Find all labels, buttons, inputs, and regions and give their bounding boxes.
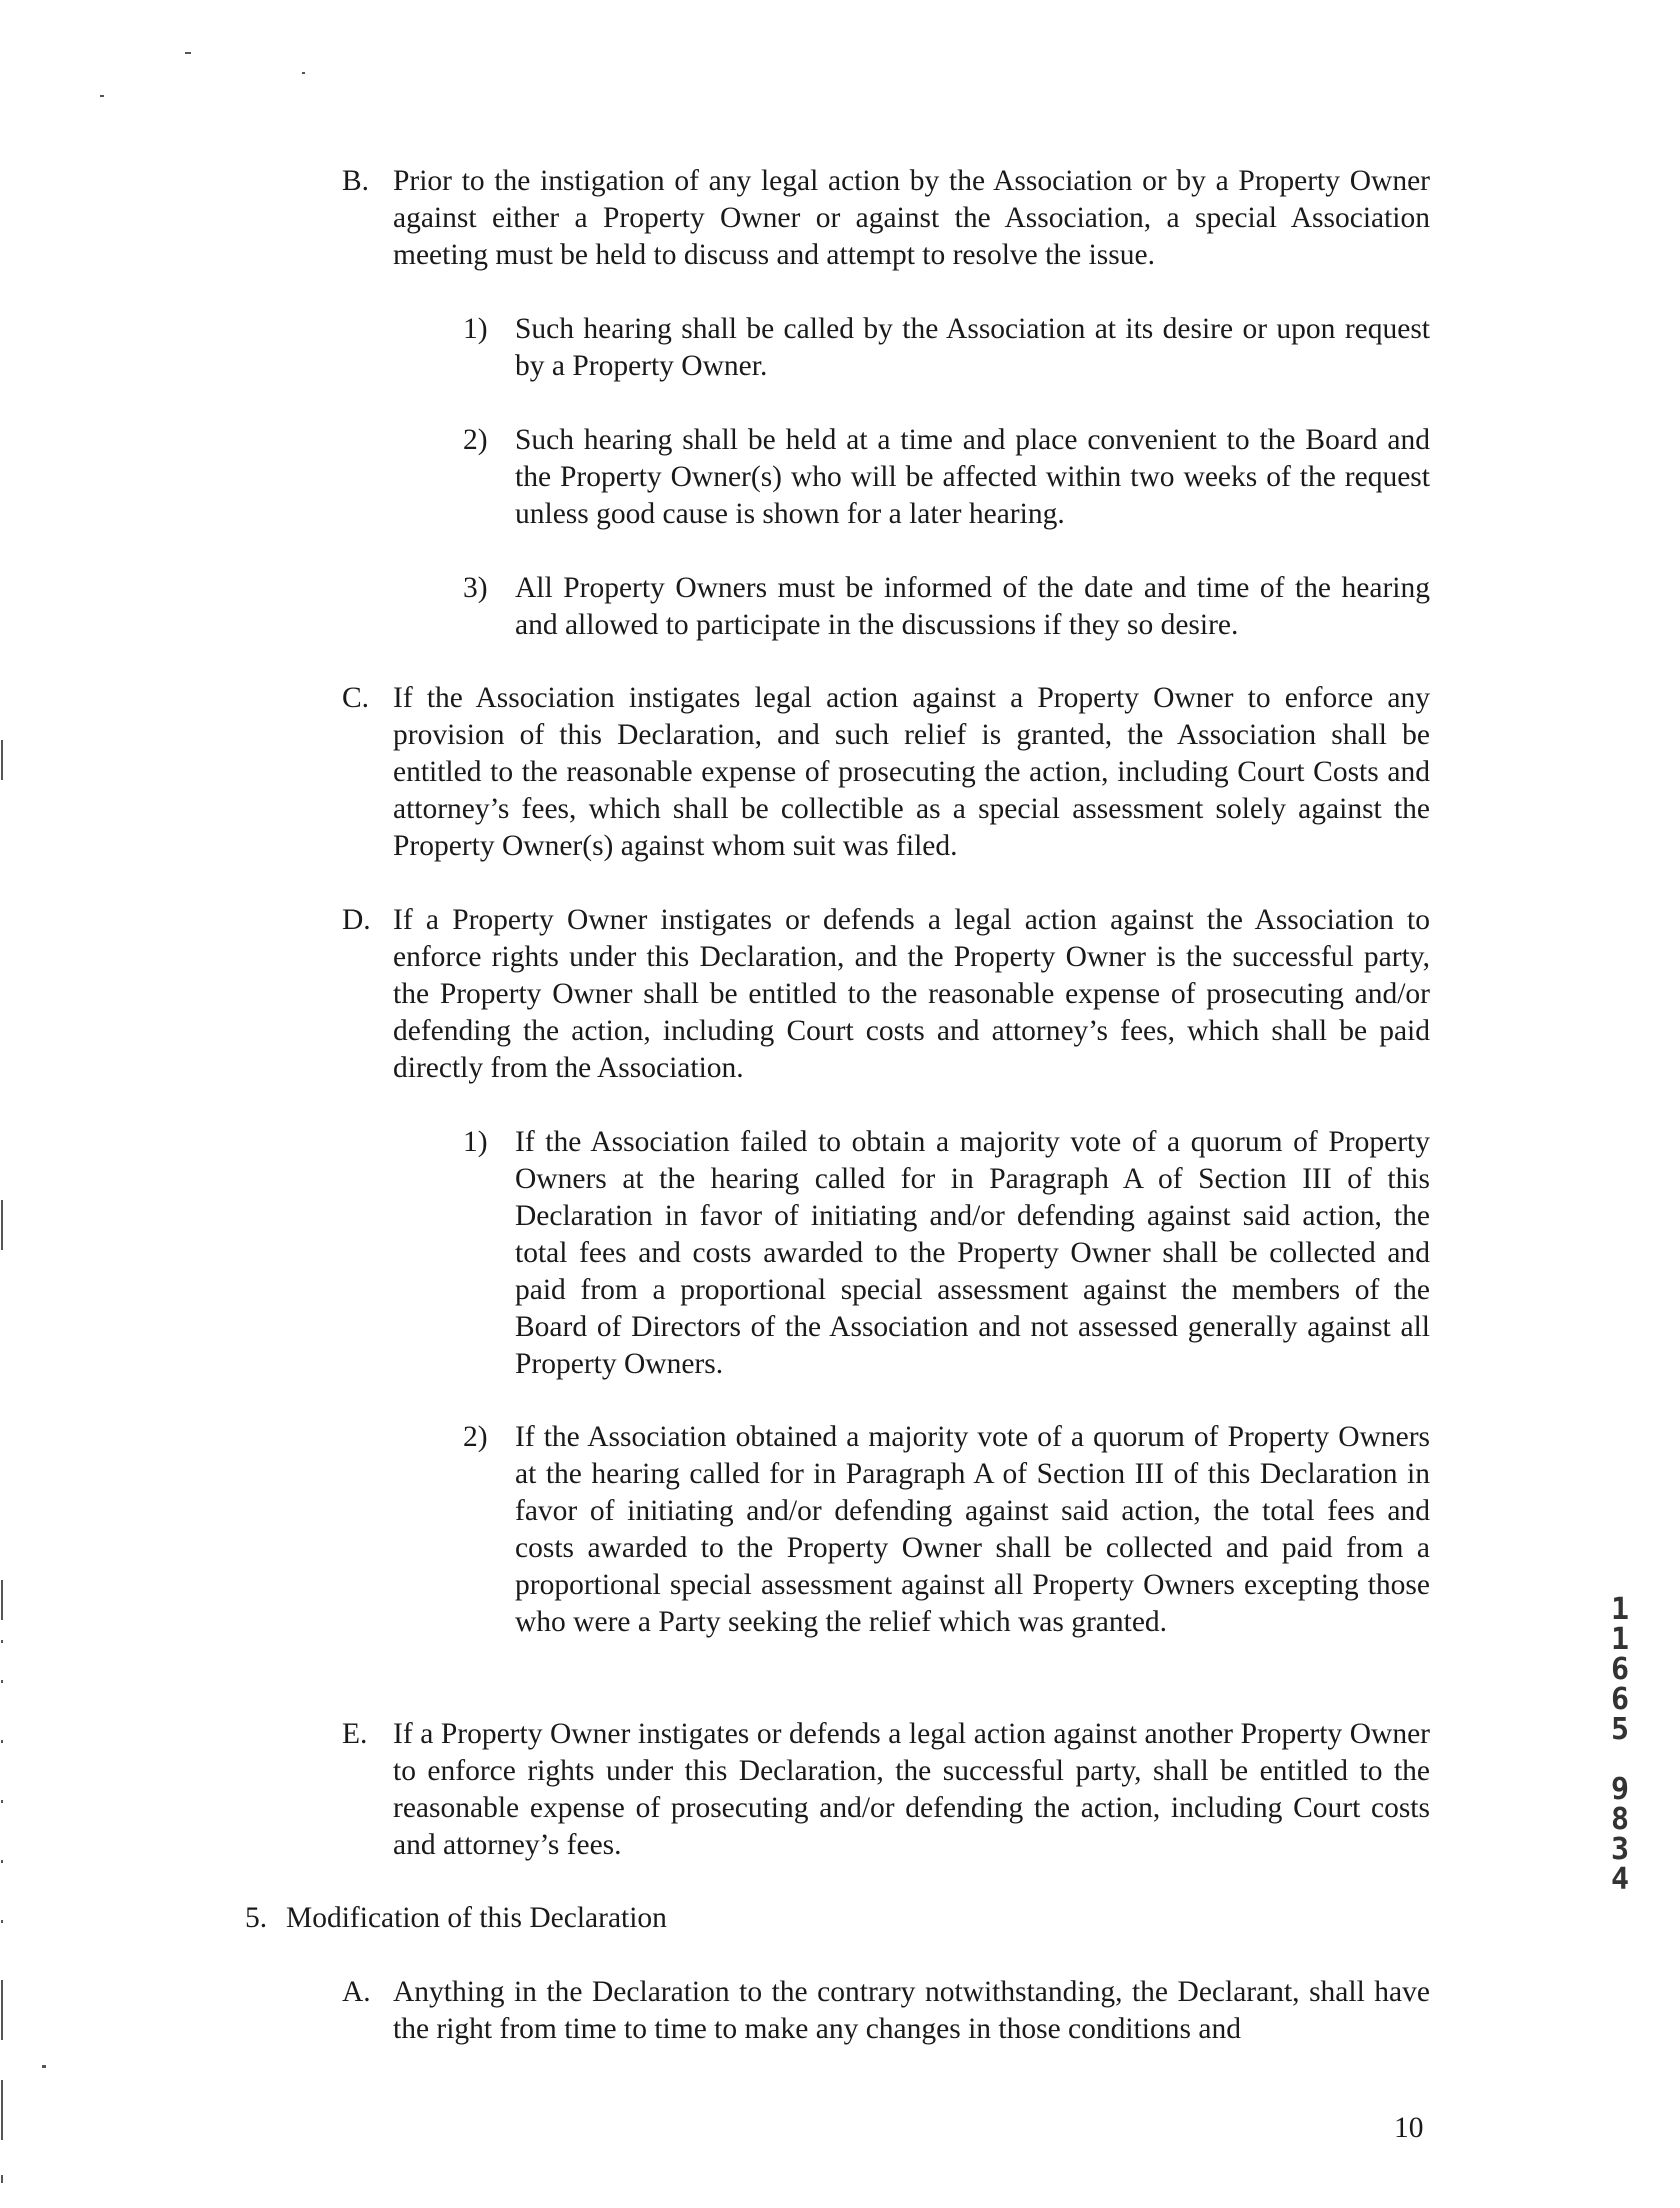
stamp-digit: 9 — [1610, 1772, 1630, 1807]
stamp-gap — [1600, 1745, 1640, 1775]
paragraph-e: If a Property Owner instigates or defends a legal action against another Property Owner to enforce rights under this Declaration, the successful party, shall be entitled to the reasonable expense of prosecuting and/or defending the action, including Court costs and attorney’s fees. — [393, 1718, 1430, 1861]
stamp-digit: 6 — [1610, 1652, 1630, 1687]
scan-speck — [42, 2065, 46, 2068]
scan-edge-mark — [1, 1640, 3, 1643]
list-item-d1: If the Association failed to obtain a majority vote of a quorum of Property Owners at the hearing called for in Paragraph A of Section III of this Declaration in favor of initiating and/or defending against said action, the total fees and costs awarded to the Property Owner shall be collected and paid from a proportional special assessment against the members of the Board of Directors of the Association and not assessed generally against all Property Owners. — [515, 1126, 1430, 1380]
paragraph-label-a: A. — [342, 1976, 371, 2008]
paragraph-c: If the Association instigates legal action against a Property Owner to enforce any provision of this Declaration, and such relief is granted, the Association shall be entitled to the reasonable expense of prosecuting the action, including Court Costs and attorney’s fees, which shall be collectible as a special assessment solely against the Property Owner(s) against whom suit was filed. — [393, 682, 1430, 862]
item-label-d1: 1) — [463, 1126, 488, 1158]
item-label-b3: 3) — [463, 572, 488, 604]
paragraph-label-b: B. — [342, 165, 370, 197]
list-item-d2: If the Association obtained a majority vote of a quorum of Property Owners at the hearing called for in Paragraph A of Section III of this Declaration in favor of initiating and/or defending against said action, the total fees and costs awarded to the Property Owner shall be collected and paid from a proportional special assessment against all Property Owners excepting those who were a Party seeking the relief which was granted. — [515, 1421, 1430, 1638]
paragraph-d: If a Property Owner instigates or defends a legal action against the Association to enforce rights under this Declaration, and the Property Owner is the successful party, the Property Owner shall be entitled to the reasonable expense of prosecuting and/or defending the action, including Court costs and attorney’s fees, which shall be paid directly from the Association. — [393, 904, 1430, 1084]
list-item-b2: Such hearing shall be held at a time and place convenient to the Board and the Property Owner(s) who will be affected within two weeks of the request unless good cause is shown for a later hearing. — [515, 424, 1430, 530]
scan-speck — [100, 95, 104, 97]
section-number-5: 5. — [245, 1902, 268, 1934]
paragraph-a: Anything in the Declaration to the contrary notwithstanding, the Declarant, shall have the right from time to time to make any changes in those conditions and — [393, 1976, 1430, 2045]
scan-edge-mark — [1, 1860, 3, 1863]
scan-edge-mark — [1, 1980, 3, 2040]
scan-edge-mark — [1, 2175, 3, 2183]
recording-stamp — [1600, 1592, 1640, 1897]
paragraph-label-c: C. — [342, 682, 370, 714]
paragraph-label-d: D. — [342, 904, 371, 936]
stamp-digit: 8 — [1610, 1802, 1630, 1837]
stamp-digit: 4 — [1610, 1862, 1630, 1897]
list-item-b1: Such hearing shall be called by the Association at its desire or upon request by a Property Owner. — [515, 313, 1430, 382]
stamp-digit: 1 — [1610, 1622, 1630, 1657]
scan-edge-mark — [1, 1680, 3, 1683]
scan-edge-mark — [1, 1580, 3, 1620]
list-item-b3: All Property Owners must be informed of the date and time of the hearing and allowed to participate in the discussions if they so desire. — [515, 572, 1430, 641]
stamp-digit: 1 — [1610, 1592, 1630, 1627]
item-label-b1: 1) — [463, 313, 488, 345]
item-label-b2: 2) — [463, 424, 488, 456]
scan-edge-mark — [1, 1800, 3, 1803]
scan-edge-mark — [1, 1740, 3, 1743]
scan-edge-mark — [1, 1920, 3, 1923]
stamp-digit: 3 — [1610, 1832, 1630, 1867]
scan-edge-mark — [1, 1200, 3, 1250]
scan-speck — [302, 72, 305, 74]
scan-speck — [185, 52, 191, 54]
scan-edge-mark — [1, 2080, 3, 2140]
paragraph-b: Prior to the instigation of any legal action by the Association or by a Property Owner against either a Property Owner or against the Association, a special Association meeting must be held to discuss and attempt to resolve the issue. — [393, 165, 1430, 271]
scan-edge-mark — [1, 740, 3, 780]
page-number: 10 — [1394, 2112, 1424, 2144]
stamp-digit: 5 — [1610, 1712, 1630, 1747]
paragraph-label-e: E. — [342, 1718, 368, 1750]
section-heading: Modification of this Declaration — [286, 1902, 667, 1934]
stamp-digit: 6 — [1610, 1682, 1630, 1717]
item-label-d2: 2) — [463, 1421, 488, 1453]
